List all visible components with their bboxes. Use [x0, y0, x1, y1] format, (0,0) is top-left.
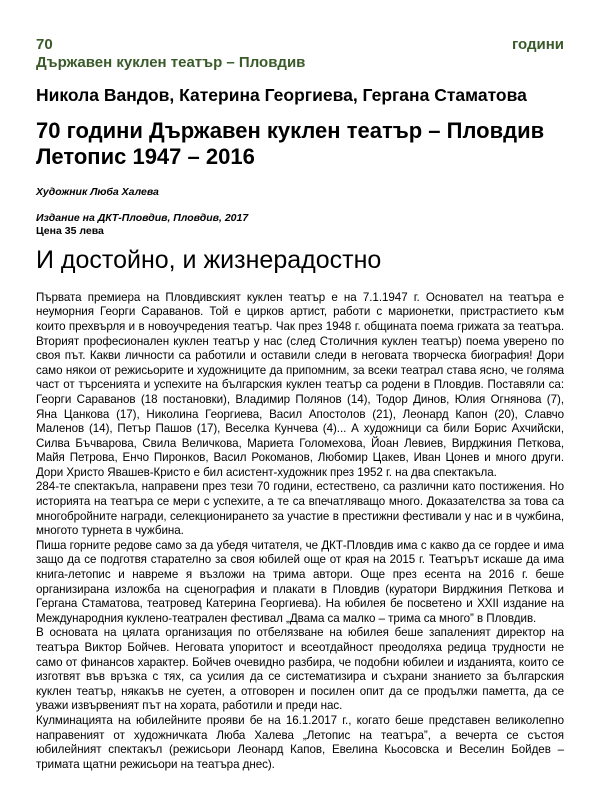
book-title-line1: 70 години Държавен куклен театър – Пловдив — [36, 118, 545, 143]
kicker-number: 70 — [36, 36, 53, 53]
kicker-word: години — [511, 36, 564, 53]
paragraph: Първата премиера на Пловдивският куклен театър е на 7.1.1947 г. Основател на театъра е неуморния Георги Сараванов. Той е цирков артист, работи с марионетки, пристрастието към които прехвърля и в новоучредения театър. Чак през 1948 г. общината поема грижата за театъра. Вторият професионален куклен театър у нас (след Столичния куклен театър) поема уверено по своя път. Какви личности са работили и оставили следи в неговата творческа биография! Дори само някои от режисьорите и художниците да припомним, за всеки театрал става ясно, че голяма част от търсенията и успехите на българския куклен театър са родени в Пловдив. Поставяли са: Георги Сараванов (18 постановки), Владимир Полянов (14), Тодор Динов, Юлия Огнянова (7), Яна Цанкова (17), Николина Георгиева, Васил Апостолов (21), Леонард Капон (20), Славчо Маленов (14), Петър Пашов (17), Веселка Кунчева (4)... А художници са били Борис Ахчийски, Силва Бъчварова, Свила Величкова, Мариета Голомехова, Йоан Левиев, Вирджиния Петкова, Майя Петрова, Енчо Пиронков, Васил Рокоманов, Любомир Цакев, Иван Цонев и много други. Дори Христо Явашев-Кристо е бил асистент-художник през 1952 г. на два спектакъла. — [36, 290, 564, 479]
book-price: Цена 35 лева — [36, 225, 104, 237]
kicker-org: Държавен куклен театър – Пловдив — [36, 54, 306, 71]
book-title-line2: Летопис 1947 – 2016 — [36, 144, 255, 169]
book-publisher: Издание на ДКТ-Пловдив, Пловдив, 2017 — [36, 212, 249, 224]
paragraph: Пиша горните редове само за да убедя читателя, че ДКТ-Пловдив има с какво да се гордее и има защо да се подготвя старателно за своя юбилей още от края на 2015 г. Театърът искаше да има книга-летопис и навреме я възложи на трима автори. Още през есента на 2016 г. беше организирана изложба на сценография и плакати в Пловдив (куратори Вирджиния Петкова и Гергана Стаматова, театровед Катерина Георгиева). На юбилея бе посветено и XXII издание на Международния куклено-театрален фестивал „Двама са малко – трима са много” в Пловдив. — [36, 538, 564, 625]
paragraph: Кулминацията на юбилейните прояви бе на 16.1.2017 г., когато беше представен великолепно направеният от художничката Люба Халева „Летопис на театъра”, а вечерта се състоя юбилейният спектакъл (режисьори Леонард Капов, Евелина Кьосовска и Веселин Бойдев – тримата щатни режисьори на театъра днес). — [36, 713, 564, 771]
paragraph: 284-те спектакъла, направени през тези 70 години, естествено, са различни като постижения. Но историята на театъра се мери с успехите, а те са впечатляващо много. Доказателства за това са многобройните награди, селекционирането за участие в престижни фестивали у нас и в чужбина, многото турнета в чужбина. — [36, 480, 564, 538]
authors: Никола Вандов, Катерина Георгиева, Гергана Стаматова — [36, 85, 527, 105]
kicker-row — [36, 36, 564, 54]
book-title — [36, 118, 564, 170]
kicker — [36, 36, 564, 72]
paragraph: В основата на цялата организация по отбелязване на юбилея беше запаленият директор на театъра Виктор Бойчев. Неговата упоритост и всеотдайност преодоляха редица трудности не само от финансов характер. Бойчев очевидно разбира, че подобни юбилеи и изданията, които се изготвят във връзка с тях, са усилия да се систематизира и съхрани знанието за българския куклен театър, някакъв не суетен, а отговорен и посилен опит да се продължи паметта, да се уважи извървеният път на хората, работили и преди нас. — [36, 626, 564, 713]
book-artist: Художник Люба Халева — [36, 186, 159, 198]
article-headline: И достойно, и жизнерадостно — [36, 246, 382, 274]
article-body — [36, 291, 564, 773]
page — [36, 36, 564, 772]
